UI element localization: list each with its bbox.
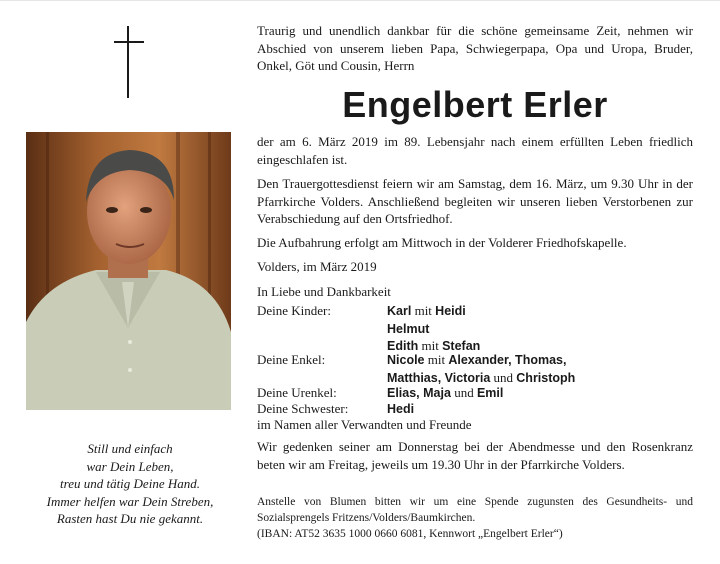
intro-text: Traurig und unendlich dankbar für die schöne gemeinsame Zeit, nehmen wir Abschied von unserem lieben Papa, Schwiegerpapa, Opa und Uropa, Bruder, Onkel, Göt und Cousin, Herrn [257, 23, 693, 73]
funeral-service-text: Den Trauergottesdienst feiern wir am Samstag, dem 16. März, um 9.30 Uhr in der Pfarrkirche Volders. Anschließend begleiten wir unseren lieben Verstorbenen zur Verabschiedung auf den Ortsfriedhof. [257, 176, 693, 226]
relatives-grandchildren-row [257, 351, 697, 369]
portrait-photo [26, 132, 231, 410]
relatives-sister-row [257, 400, 697, 418]
connector-text: mit [414, 303, 432, 318]
in-love-line: In Liebe und Dankbarkeit [257, 284, 391, 299]
relation-label: Deine Enkel: [257, 352, 326, 367]
relative-name: Helmut [387, 321, 430, 336]
poem-line: Still und einfach [87, 441, 173, 456]
deceased-name: Engelbert Erler [342, 84, 608, 125]
relation-label: Deine Urenkel: [257, 385, 337, 400]
relative-name: Matthias, Victoria [387, 370, 491, 385]
relative-name: Edith [387, 339, 419, 353]
connector-text: mit [427, 352, 446, 367]
relative-name: Christoph [516, 370, 576, 385]
poem-line: war Dein Leben, [86, 458, 174, 474]
connector-text: und [493, 369, 514, 385]
poem-line: treu und tätig Deine Hand. [60, 476, 200, 491]
relative-name: Heidi [435, 304, 466, 318]
death-notice-text: der am 6. März 2019 im 89. Lebensjahr nach einem erfüllten Leben friedlich eingeschlafen ist. [257, 134, 693, 167]
relative-name: Stefan [442, 339, 481, 353]
connector-text: und [454, 385, 474, 400]
relatives-others-row [257, 416, 697, 434]
top-border [0, 0, 720, 1]
place-date: Volders, im März 2019 [257, 259, 377, 274]
relatives-great-grandchildren-row [257, 384, 697, 402]
relative-name: Elias, Maja [387, 386, 451, 400]
relatives-children-row [257, 320, 697, 338]
poem-line: Immer helfen war Dein Streben, [46, 493, 214, 509]
donation-request: Anstelle von Blumen bitten wir um eine Spende zugunsten des Gesundheits- und Sozialsprengels Fritzens/Volders/Baumkirchen. [257, 496, 693, 524]
relative-name: Alexander, Thomas, [448, 353, 567, 367]
viewing-text: Die Aufbahrung erfolgt am Mittwoch in der Volderer Friedhofskapelle. [257, 235, 627, 250]
poem-line: Rasten hast Du nie gekannt. [56, 511, 204, 526]
donation-text [257, 494, 693, 542]
relation-label: Deine Kinder: [257, 303, 332, 318]
relation-label: Deine Schwester: [257, 401, 349, 416]
memorial-text: Wir gedenken seiner am Donnerstag bei der Abendmesse und den Rosenkranz beten wir am Freitag, jeweils um 19.30 Uhr in der Pfarrkirche Volders. [257, 439, 693, 472]
iban-line: (IBAN: AT52 3635 1000 0660 6081, Kennwort „Engelbert Erler“) [257, 528, 563, 540]
connector-text: mit [421, 338, 439, 353]
others-text: im Namen aller Verwandten und Freunde [257, 417, 472, 432]
poem [30, 440, 230, 528]
relative-name: Karl [387, 304, 412, 318]
relative-name: Hedi [387, 402, 415, 416]
relatives-children-row [257, 302, 697, 320]
cross-icon [114, 26, 144, 98]
relative-name: Nicole [387, 353, 425, 367]
relative-name: Emil [476, 386, 504, 400]
